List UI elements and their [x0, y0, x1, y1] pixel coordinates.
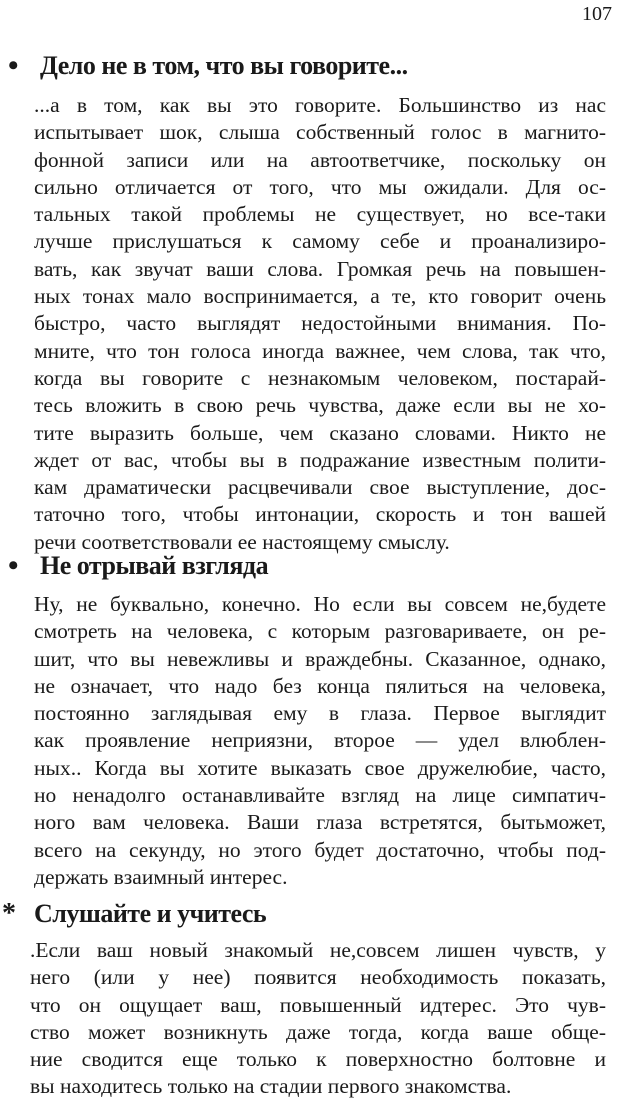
text-line: Ну, не буквально, конечно. Но если вы совсем не,будете [34, 592, 606, 616]
text-line: него (или у нее) появится необходимость показать, [30, 965, 606, 990]
heading-text: Слушайте и учитесь [34, 899, 267, 928]
heading-text: Не отрывай взгляда [40, 551, 269, 580]
text-line: тесь вложить в свою речь чувства, даже если вы не хо- [34, 393, 606, 418]
text-line: .Если ваш новый знакомый не,совсем лишен чувств, у [30, 938, 606, 962]
text-line: как проявление неприязни, второе — удел влюблен- [34, 728, 606, 753]
page-number: 107 [582, 3, 612, 25]
text-line: тальных такой проблемы не существует, но все-таки [34, 202, 606, 227]
section-delo [0, 49, 620, 554]
section-paragraph [30, 937, 606, 1101]
text-line: но ненадолго останавливайте взгляд на лице симпатич- [34, 783, 606, 808]
text-line: вы находитесь только на стадии первого знакомства. [30, 1074, 512, 1099]
text-line: кам драматически расцвечивали свое выступление, дос- [34, 475, 606, 500]
text-line: ных.. Когда вы хотите выказать свое дружелюбие, часто, [34, 755, 606, 780]
text-line: сильно отличается от того, что мы ожидали. Для ос- [34, 174, 606, 199]
text-line: лучше прислушаться к самому себе и проанализиро- [34, 229, 606, 254]
text-line: ного вам человека. Ваши глаза встретятся, бытьможет, [34, 810, 606, 835]
text-line: всего на секунду, но этого будет достаточно, чтобы под- [34, 837, 606, 862]
text-line: ных тонах мало воспринимается, а те, кто говорит очень [34, 284, 606, 309]
text-line: держать взаимный интерес. [34, 864, 288, 889]
text-line: испытывает шок, слыша собственный голос в магнито- [34, 120, 606, 145]
text-line: ство может возникнуть даже тогда, когда ваше обще- [30, 1019, 606, 1044]
bullet-marker: • [8, 49, 19, 82]
text-line: быстро, часто выглядят недостойными внимания. По- [34, 311, 606, 336]
bullet-marker: • [8, 549, 19, 582]
text-line: тите выразить больше, чем сказано словами. Никто не [34, 420, 606, 445]
text-line: ...а в том, как вы это говорите. Большинство из нас [34, 93, 606, 117]
text-line: что он ощущает ваш, повышенный идтерес. Это чув- [30, 992, 606, 1017]
text-line: фонной записи или на автоответчике, поскольку он [34, 147, 606, 172]
heading-text: Дело не в том, что вы говорите... [40, 51, 408, 80]
text-line: речи соответствовали ее настоящему смыслу. [34, 529, 450, 554]
text-line: ние сводится еще только к поверхностно болтовне и [30, 1047, 606, 1072]
section-paragraph [34, 591, 606, 891]
section-paragraph [34, 92, 606, 556]
text-line: вать, как звучат ваши слова. Громкая речь на повышен- [34, 256, 606, 281]
text-line: смотреть на человека, с которым разговариваете, он ре- [34, 619, 606, 644]
text-line: постоянно заглядывая ему в глаза. Первое выглядит [34, 701, 606, 726]
text-line: шит, что вы невежливы и враждебны. Сказанное, однако, [34, 646, 606, 671]
text-line: мните, что тон голоса иногда важнее, чем слова, так что, [34, 338, 606, 363]
text-line: ждет от вас, чтобы вы в подражание известным полити- [34, 447, 606, 472]
text-line: таточно того, чтобы интонации, скорость и тон вашей [34, 502, 606, 527]
text-line: когда вы говорите с незнакомым человеком, постарай- [34, 365, 606, 390]
asterisk-marker: * [2, 898, 16, 929]
section-heading [0, 50, 620, 86]
text-line: не означает, что надо без конца пялиться на человека, [34, 673, 606, 698]
